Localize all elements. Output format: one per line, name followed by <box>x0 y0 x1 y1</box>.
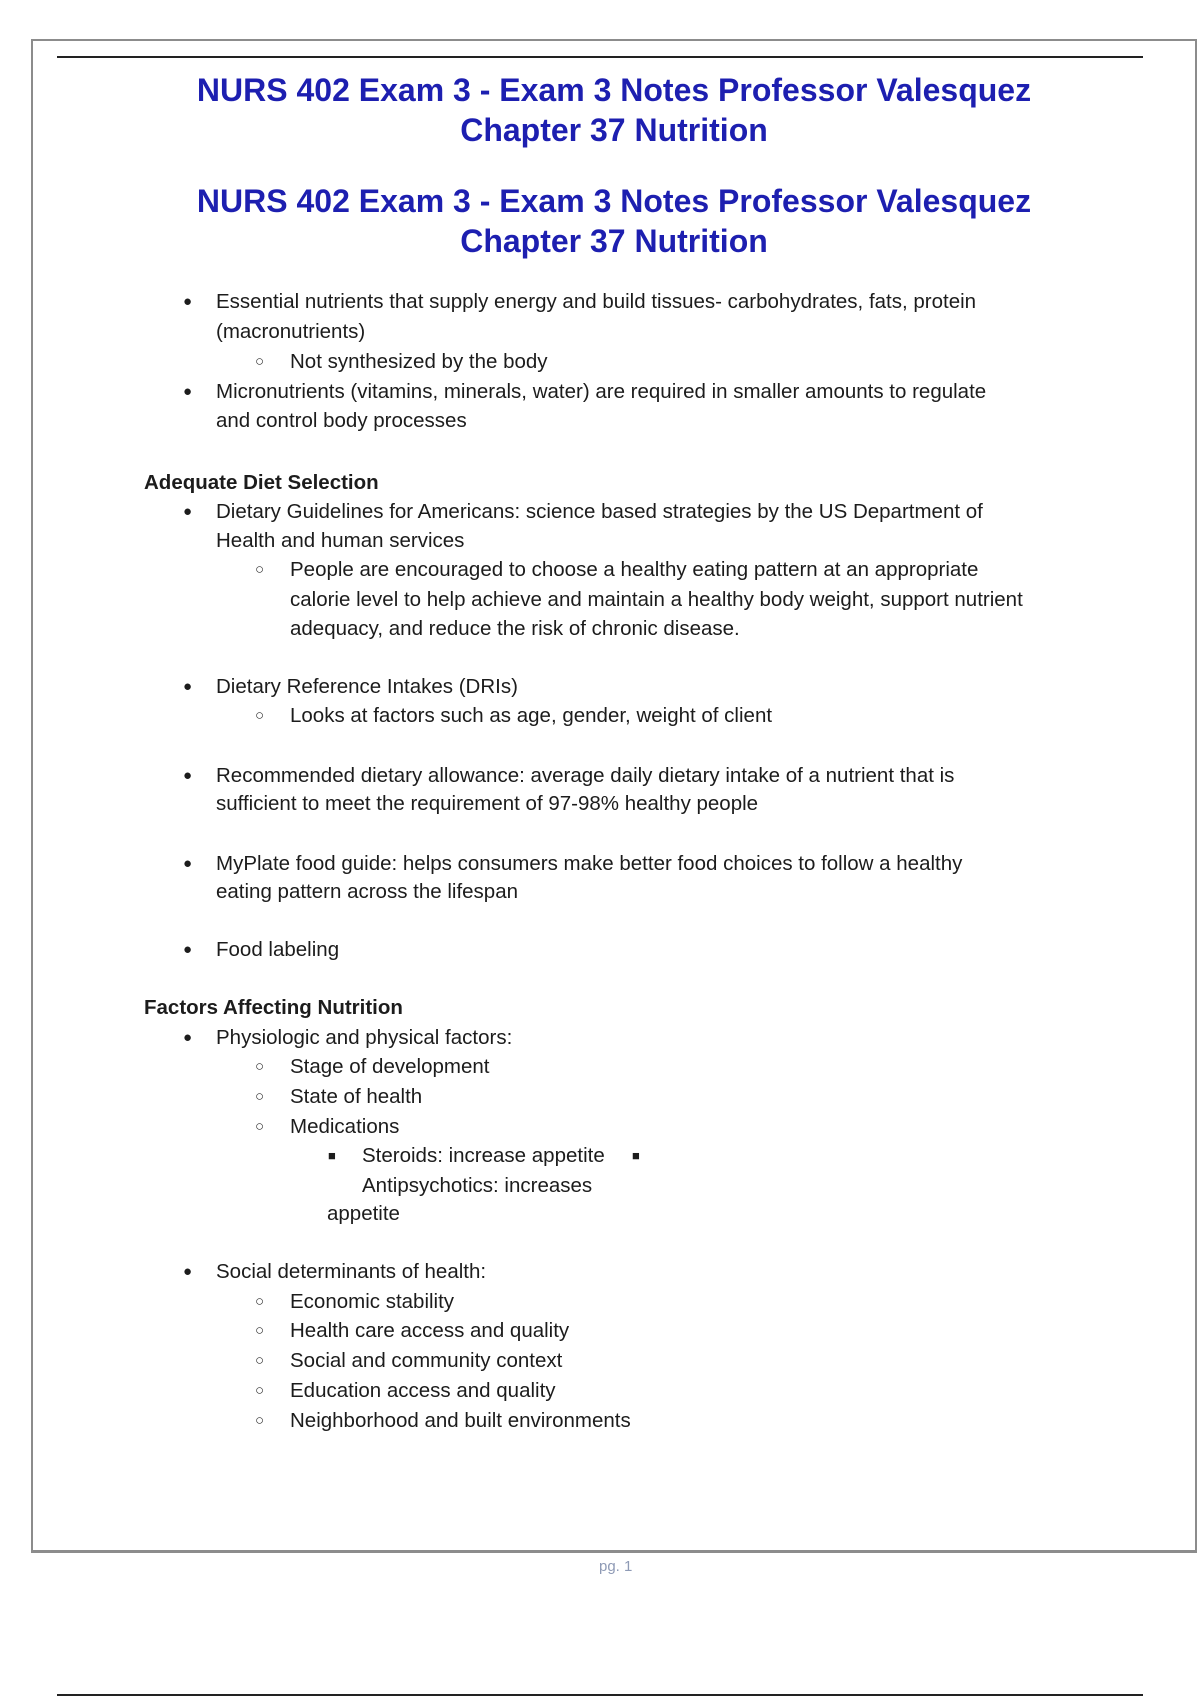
circle-bullet-icon: ○ <box>255 1322 265 1339</box>
document-title <box>31 70 1197 150</box>
guidelines-sub-line-2: calorie level to help achieve and maintain a healthy body weight, support nutrient <box>290 588 1023 611</box>
circle-bullet-icon: ○ <box>255 707 265 724</box>
title-line-2: Chapter 37 Nutrition <box>460 112 768 148</box>
dri-sub: Looks at factors such as age, gender, weight of client <box>290 704 773 727</box>
circle-bullet-icon: ○ <box>255 1088 265 1105</box>
bullet-icon: ● <box>183 293 193 310</box>
circle-bullet-icon: ○ <box>255 1118 265 1135</box>
micro-line-2: and control body processes <box>216 409 467 432</box>
section-heading-factors: Factors Affecting Nutrition <box>144 996 403 1019</box>
social-item: Social and community context <box>290 1349 563 1372</box>
essential-line-1: Essential nutrients that supply energy and build tissues- carbohydrates, fats, protein <box>216 290 977 313</box>
circle-bullet-icon: ○ <box>255 353 265 370</box>
state-text: State of health <box>290 1085 423 1108</box>
guidelines-line-1: Dietary Guidelines for Americans: science based strategies by the US Department of <box>216 500 983 523</box>
bullet-icon: ● <box>183 503 193 520</box>
myplate-line-1: MyPlate food guide: helps consumers make better food choices to follow a healthy <box>216 852 963 875</box>
dri-text: Dietary Reference Intakes (DRIs) <box>216 675 518 698</box>
social-item: Economic stability <box>290 1290 455 1313</box>
bottom-rule <box>57 1694 1143 1696</box>
bullet-icon: ● <box>183 855 193 872</box>
essential-line-2: (macronutrients) <box>216 320 366 343</box>
social-item: Health care access and quality <box>290 1319 570 1342</box>
physiologic-text: Physiologic and physical factors: <box>216 1026 513 1049</box>
circle-bullet-icon: ○ <box>255 1382 265 1399</box>
circle-bullet-icon: ○ <box>255 1058 265 1075</box>
guidelines-sub-line-3: adequacy, and reduce the risk of chronic disease. <box>290 617 740 640</box>
bullet-icon: ● <box>183 1029 193 1046</box>
social-item: Education access and quality <box>290 1379 556 1402</box>
steroids-text: Steroids: increase appetite <box>362 1144 605 1167</box>
bullet-icon: ● <box>183 1263 193 1280</box>
bullet-icon: ● <box>183 767 193 784</box>
rda-line-2: sufficient to meet the requirement of 97-98% healthy people <box>216 792 759 815</box>
guidelines-sub-line-1: People are encouraged to choose a healthy eating pattern at an appropriate <box>290 558 979 581</box>
essential-sub: Not synthesized by the body <box>290 350 548 373</box>
title-repeat-line-2: Chapter 37 Nutrition <box>460 223 768 259</box>
social-item: Neighborhood and built environments <box>290 1409 631 1432</box>
myplate-line-2: eating pattern across the lifespan <box>216 880 518 903</box>
section-heading-adequate-diet: Adequate Diet Selection <box>144 471 379 494</box>
rda-line-1: Recommended dietary allowance: average daily dietary intake of a nutrient that is <box>216 764 955 787</box>
micro-line-1: Micronutrients (vitamins, minerals, water) are required in smaller amounts to regulate <box>216 380 987 403</box>
title-line-1: NURS 402 Exam 3 - Exam 3 Notes Professor Valesquez <box>196 72 1032 108</box>
square-bullet-icon: ■ <box>632 1148 640 1163</box>
page-number: pg. 1 <box>599 1558 633 1575</box>
circle-bullet-icon: ○ <box>255 1352 265 1369</box>
antipsychotics-text: Antipsychotics: increases <box>362 1174 593 1197</box>
title-repeat-line-1: NURS 402 Exam 3 - Exam 3 Notes Professor Valesquez <box>196 183 1032 219</box>
top-rule <box>57 56 1143 58</box>
medications-text: Medications <box>290 1115 400 1138</box>
guidelines-line-2: Health and human services <box>216 529 465 552</box>
square-bullet-icon: ■ <box>328 1148 336 1163</box>
bullet-icon: ● <box>183 941 193 958</box>
stage-text: Stage of development <box>290 1055 490 1078</box>
food-labeling: Food labeling <box>216 938 340 961</box>
bullet-icon: ● <box>183 383 193 400</box>
social-text: Social determinants of health: <box>216 1260 487 1283</box>
appetite-text: appetite <box>327 1202 400 1225</box>
circle-bullet-icon: ○ <box>255 561 265 578</box>
document-title-repeat <box>31 181 1197 261</box>
circle-bullet-icon: ○ <box>255 1412 265 1429</box>
bullet-icon: ● <box>183 678 193 695</box>
circle-bullet-icon: ○ <box>255 1293 265 1310</box>
